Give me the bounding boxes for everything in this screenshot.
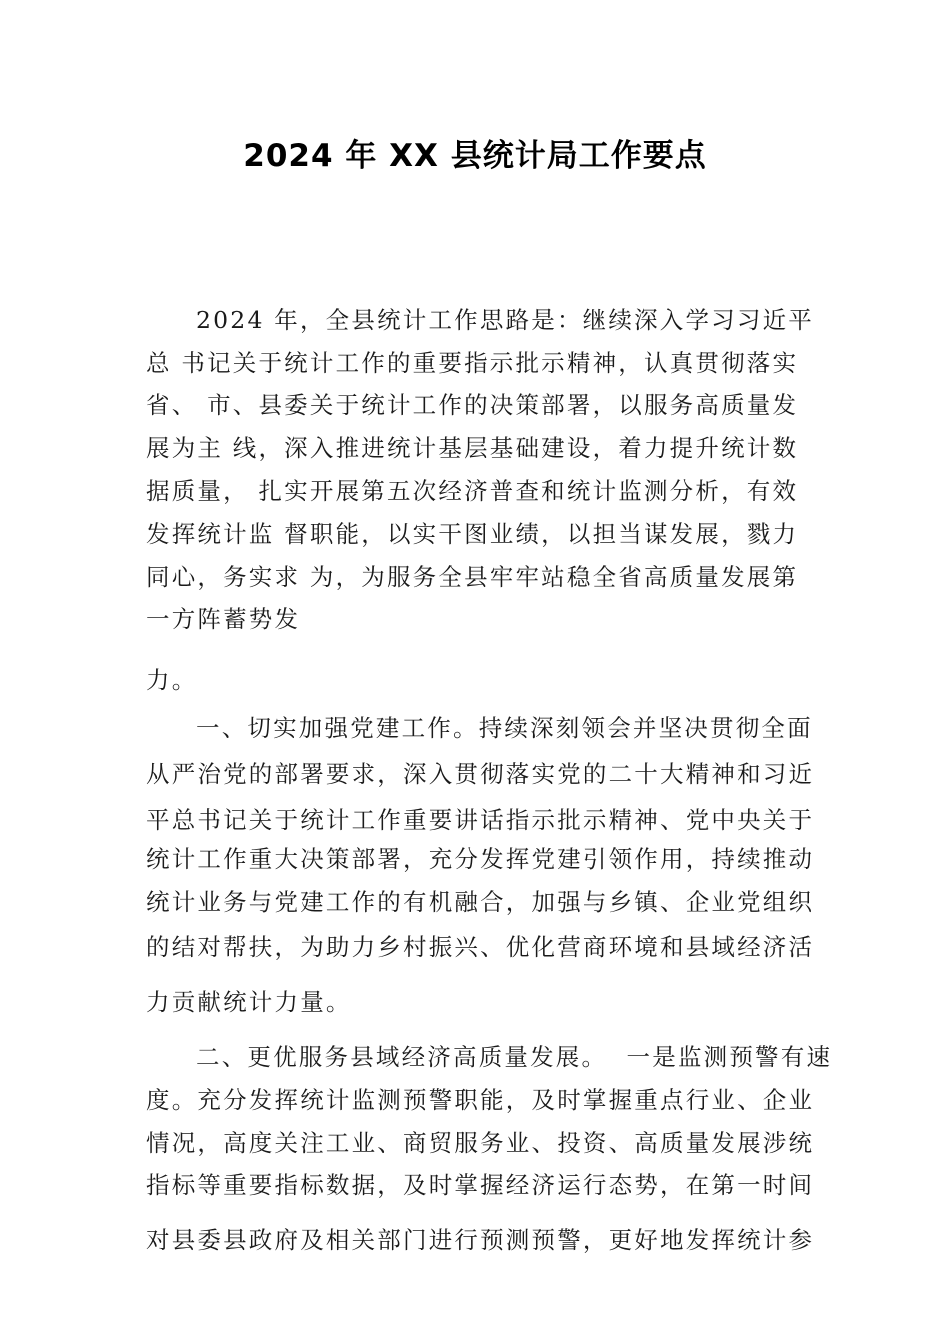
paragraph-line: 发挥统计监 督职能，以实干图业绩，以担当谋发展，戮力 [146, 520, 799, 548]
paragraph-line: 对县委县政府及相关部门进行预测预警，更好地发挥统计参 [146, 1226, 815, 1254]
paragraph-line: 据质量， 扎实开展第五次经济普查和统计监测分析，有效 [146, 477, 799, 505]
paragraph-line: 平总书记关于统计工作重要讲话指示批示精神、党中央关于 [146, 806, 815, 834]
document-title: 2024 年 XX 县统计局工作要点 [243, 138, 707, 174]
paragraph-line: 的结对帮扶，为助力乡村振兴、优化营商环境和县域经济活 [146, 933, 815, 961]
paragraph-line: 总 书记关于统计工作的重要指示批示精神，认真贯彻落实 [146, 349, 799, 377]
paragraph-line: 情况，高度关注工业、商贸服务业、投资、高质量发展涉统 [146, 1129, 815, 1157]
paragraph-line: 二、更优服务县域经济高质量发展。 一是监测预警有速 [196, 1043, 833, 1071]
paragraph-line: 力。 [146, 666, 198, 694]
paragraph-line: 力贡献统计力量。 [146, 988, 352, 1016]
paragraph-line: 度。充分发挥统计监测预警职能，及时掌握重点行业、企业 [146, 1086, 815, 1114]
paragraph-line: 统计业务与党建工作的有机融合，加强与乡镇、企业党组织 [146, 888, 815, 916]
paragraph-line: 一方阵蓄势发 [146, 605, 301, 633]
paragraph-line: 指标等重要指标数据，及时掌握经济运行态势，在第一时间 [146, 1171, 815, 1199]
paragraph-line: 一、切实加强党建工作。持续深刻领会并坚决贯彻全面 [196, 714, 813, 742]
paragraph-line: 省、 市、县委关于统计工作的决策部署，以服务高质量发 [146, 391, 799, 419]
paragraph-line: 2024 年，全县统计工作思路是：继续深入学习习近平 [196, 306, 814, 334]
paragraph-line: 同心，务实求 为，为服务全县牢牢站稳全省高质量发展第 [146, 563, 799, 591]
paragraph-line: 展为主 线，深入推进统计基层基础建设，着力提升统计数 [146, 434, 799, 462]
paragraph-line: 统计工作重大决策部署，充分发挥党建引领作用，持续推动 [146, 845, 815, 873]
paragraph-line: 从严治党的部署要求，深入贯彻落实党的二十大精神和习近 [146, 760, 815, 788]
